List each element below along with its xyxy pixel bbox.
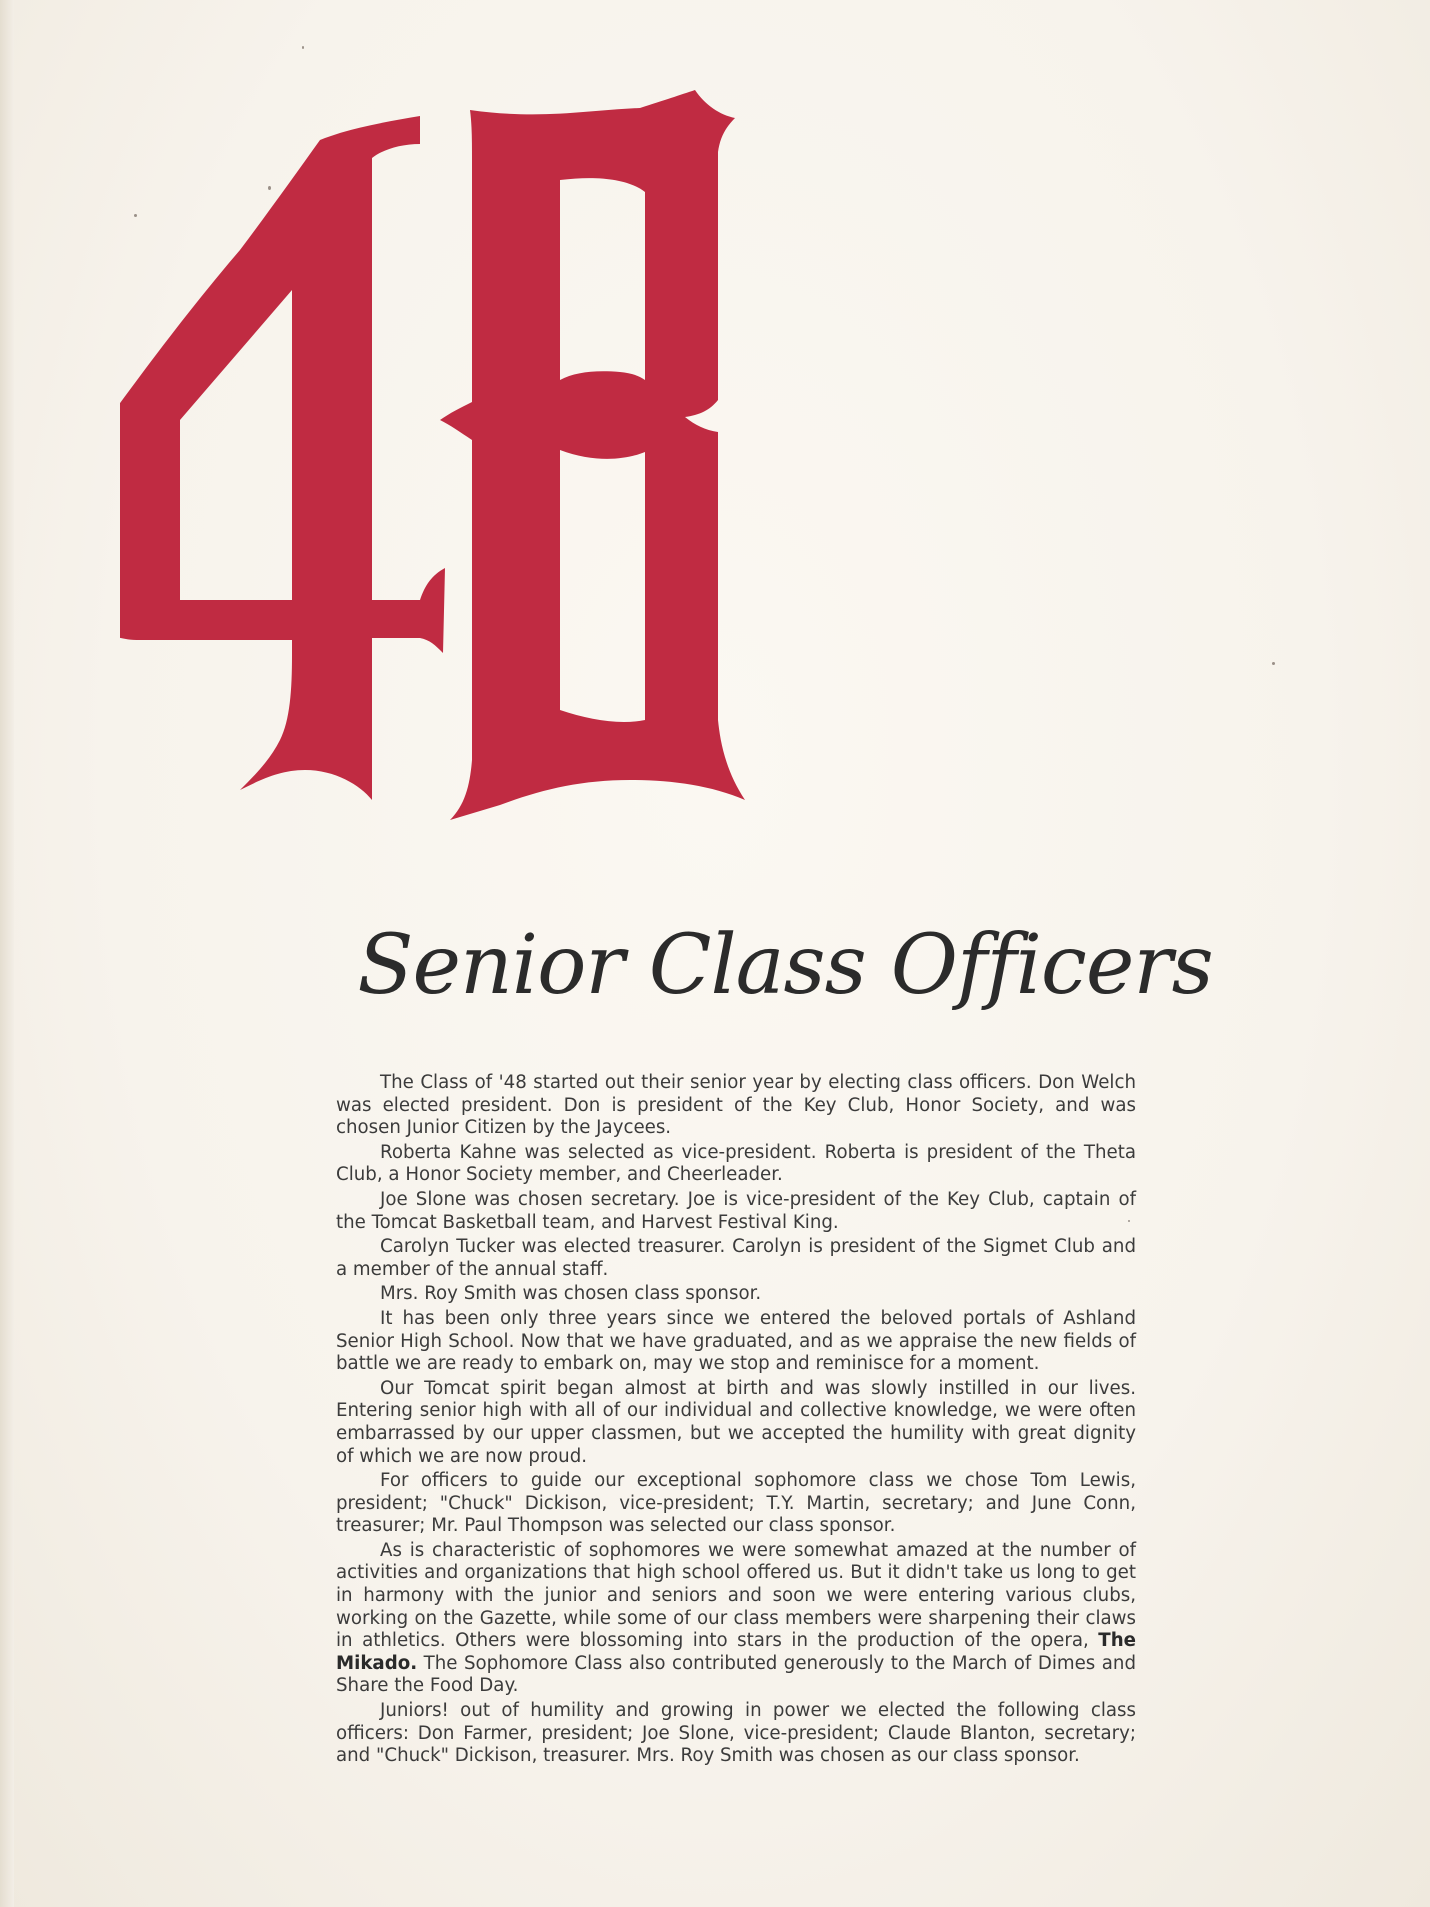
paper-speck (134, 214, 137, 217)
paper-speck (1272, 662, 1275, 665)
paragraph-treasurer: Carolyn Tucker was elected treasurer. Carolyn is president of the Sigmet Club and a member of the annual staff. (336, 1236, 1136, 1280)
paragraph-secretary: Joe Slone was chosen secretary. Joe is vice-president of the Key Club, captain of the Tomcat Basketball team, and Harvest Festival King. (336, 1188, 1136, 1233)
numeral-eight (440, 90, 745, 820)
paragraph-junior-officers: Juniors! out of humility and growing in power we elected the following class officers: Don Farmer, president; Joe Slone, vice-president; Claude Blanton, secretary; and "Chuck" Dickison, treasurer. Mrs. Roy Smith was chosen as our class sponsor. (336, 1700, 1136, 1767)
paragraph-sponsor: Mrs. Roy Smith was chosen class sponsor. (380, 1283, 762, 1305)
opera-title: The Mikado. (336, 1630, 1136, 1674)
paragraph-tomcat-spirit: Our Tomcat spirit began almost at birth and was slowly instilled in our lives. Entering senior high with all of our individual and collective knowledge, we were often embarrassed by our upper classmen, but we accepted the humility with great dignity of which we are now proud. (336, 1377, 1136, 1467)
paragraph-sophomore-officers: For officers to guide our exceptional sophomore class we chose Tom Lewis, president; "Chuck" Dickison, vice-president; T.Y. Martin, secretary; and June Conn, treasurer; Mr. Paul Thompson was selected our class sponsor. (336, 1470, 1136, 1537)
mikado-text-after: The Sophomore Class also contributed generously to the March of Dimes and Share the Food Day. (336, 1652, 1136, 1697)
paragraph-class-officers: The Class of '48 started out their senior year by electing class officers. Don Welch was elected president. Don is president of the Key Club, Honor Society, and was chosen Junior Citizen by the Jaycees. (336, 1072, 1136, 1139)
page-title: Senior Class Officers (357, 918, 1213, 1013)
page-edge (0, 0, 14, 1907)
paragraph-three-years: It has been only three years since we entered the beloved portals of Ashland Senior High School. Now that we have graduated, and as we appraise the new fields of battle we are ready to embark on, may we stop and reminisce for a moment. (336, 1307, 1136, 1375)
numeral-four (120, 116, 445, 800)
paper-speck (302, 46, 304, 49)
paragraph-sophomore-activities (336, 1540, 1136, 1698)
paragraph-vice-president: Roberta Kahne was selected as vice-president. Roberta is president of the Theta Club, a Honor Society member, and Cheerleader. (336, 1141, 1136, 1186)
paper-speck (268, 186, 271, 190)
numeral-48-graphic (120, 80, 940, 900)
paper-speck (1128, 1220, 1130, 1222)
mikado-text-before: As is characteristic of sophomores we were somewhat amazed at the number of activities and organizations that high school offered us. But it didn't take us long to get in harmony with the junior and seniors and soon we were entering various clubs, working on the Gazette, while some of our class members were sharpening their claws in athletics. Others were blossoming into stars in the production of the opera, (336, 1539, 1136, 1652)
article-body (336, 1072, 1136, 1770)
